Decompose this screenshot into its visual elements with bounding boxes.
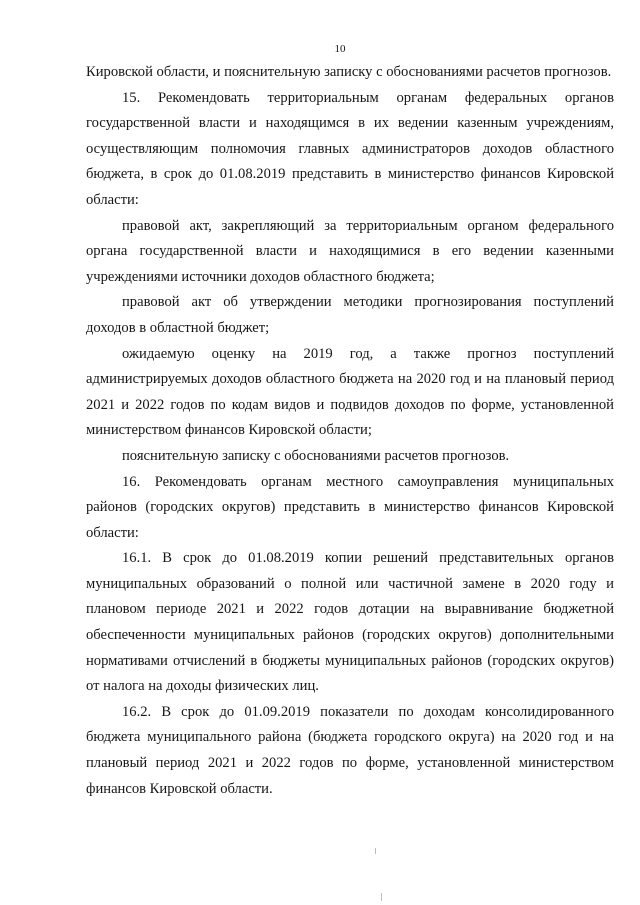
paragraph-expected-estimate: ожидаемую оценку на 2019 год, а также прогноз поступлений администрируемых доходов областного бюджета на 2020 год и на плановый период 2021 и 2022 годов по кодам видов и подвидов доходов по форме, установленной министерством финансов Кировской области;	[86, 345, 614, 439]
paragraph-item-16-2: 16.2. В срок до 01.09.2019 показатели по доходам консолидированного бюджета муниципального района (бюджета городского округа) на 2020 год и на плановый период 2021 и 2022 годов по форме, установленной министерством финансов Кировской области.	[86, 703, 614, 797]
page-number: 10	[334, 43, 346, 55]
paragraph-legal-act-sources: правовой акт, закрепляющий за территориальным органом федерального органа государственной власти и находящимися в его ведении казенными учреждениями источники доходов областного бюджета;	[86, 217, 614, 285]
paragraph-continuation: Кировской области, и пояснительную записку с обоснованиями расчетов прогнозов.	[86, 64, 612, 80]
scan-mark	[381, 893, 382, 901]
paragraph-item-16: 16. Рекомендовать органам местного самоуправления муниципальных районов (городских округов) представить в министерство финансов Кировской области:	[86, 473, 614, 541]
paragraph-item-15: 15. Рекомендовать территориальным органам федеральных органов государственной власти и находящимся в их ведении казенным учреждениям, осуществляющим полномочия главных администраторов доходов областного бюджета, в срок до 01.08.2019 представить в министерство финансов Кировской области:	[86, 89, 614, 208]
scan-mark	[375, 848, 376, 854]
document-body	[86, 60, 614, 802]
paragraph-legal-act-methodology: правовой акт об утверждении методики прогнозирования поступлений доходов в областной бюджет;	[86, 294, 614, 336]
paragraph-item-16-1: 16.1. В срок до 01.08.2019 копии решений представительных органов муниципальных образований о полной или частичной замене в 2020 году и плановом периоде 2021 и 2022 годов дотации на выравнивание бюджетной обеспеченности муниципальных районов (городских округов) дополнительными нормативами отчислений в бюджеты муниципальных районов (городских округов) от налога на доходы физических лиц.	[86, 550, 614, 695]
paragraph-explanatory-note: пояснительную записку с обоснованиями расчетов прогнозов.	[122, 447, 510, 464]
